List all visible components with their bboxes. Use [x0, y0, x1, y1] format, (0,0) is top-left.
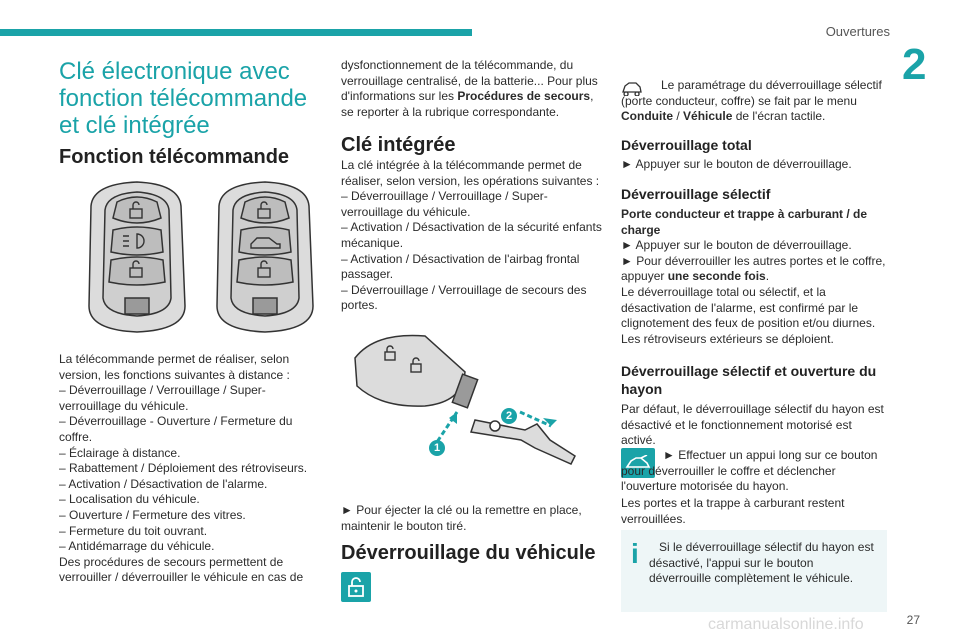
function-item: – Localisation du véhicule. — [59, 492, 200, 507]
callout-1: 1 — [429, 440, 445, 456]
function-item: – Déverrouillage - Ouverture / Fermeture du coffre. — [59, 414, 293, 444]
heading-deverrouillage-selectif: Déverrouillage sélectif — [621, 186, 771, 202]
mechanical-key-blade — [471, 420, 575, 464]
selectif-text — [621, 207, 887, 347]
selectif-step-1: ► Appuyer sur le bouton de déverrouillage. — [621, 238, 852, 253]
cle-item: – Déverrouillage / Verrouillage de secours des portes. — [341, 282, 587, 313]
function-item: – Fermeture du toit ouvrant. — [59, 523, 208, 538]
page-title: Clé électronique avec fonction télécommande et clé intégrée — [59, 58, 308, 139]
section-title: Ouvertures — [825, 24, 890, 39]
text-span: . — [765, 269, 770, 284]
text-span: , se reporter à la rubrique correspondante. — [341, 89, 594, 119]
porte-conducteur-label: Porte conducteur et trappe à carburant / de charge — [621, 207, 868, 237]
heading-fonction-telecommande: Fonction télécommande — [59, 146, 290, 168]
hayon-portes: Les portes et la trappe à carburant restent verrouillées. — [621, 496, 845, 526]
unlock-icon — [346, 576, 366, 598]
header-accent-bar — [0, 29, 472, 36]
hayon-instruction: ► Effectuer un appui long sur ce bouton pour déverrouiller le coffre et déclencher l'ouverture motorisée du hayon. — [621, 448, 878, 494]
menu-conduite: Conduite — [621, 109, 673, 124]
info-box — [621, 530, 887, 612]
text-span: Le paramétrage du déverrouillage sélectif (porte conducteur, coffre) se fait par le menu — [621, 78, 882, 108]
remote-key-left — [89, 182, 185, 332]
function-item: – Rabattement / Déploiement des rétroviseurs. — [59, 461, 308, 476]
link-procedures-secours: Procédures de secours — [457, 89, 591, 104]
text-span: ► Pour déverrouiller les autres portes et le coffre, appuyer — [621, 253, 886, 284]
telecommande-text — [59, 352, 321, 586]
secours-text: Des procédures de secours permettent de verrouiller / déverrouiller le véhicule en cas de — [59, 554, 304, 585]
info-text: Si le déverrouillage sélectif du hayon est désactivé, l'appui sur le bouton déverrouille complètement le véhicule. — [649, 540, 874, 586]
chapter-number: 2 — [902, 40, 927, 89]
heading-cle-integree: Clé intégrée — [341, 134, 456, 156]
function-item: – Éclairage à distance. — [59, 445, 181, 460]
arrow-head-icon — [449, 412, 457, 424]
cle-item: – Déverrouillage / Verrouillage / Super-verrouillage du véhicule. — [341, 189, 548, 219]
selectif-step-2 — [621, 254, 887, 285]
telecommande-intro: La télécommande permet de réaliser, selon version, les fonctions suivantes à distance : — [59, 352, 290, 382]
callout-2: 2 — [501, 408, 517, 424]
total-instruction: ► Appuyer sur le bouton de déverrouillage. — [621, 157, 852, 171]
heading-deverrouillage-total: Déverrouillage total — [621, 137, 752, 153]
function-item: – Déverrouillage / Verrouillage / Super-verrouillage du véhicule. — [59, 383, 266, 413]
hayon-default: Par défaut, le déverrouillage sélectif du hayon est désactivé et le fonctionnement motorisé est activé. — [621, 402, 884, 448]
unlock-badge — [341, 572, 371, 602]
cle-item: – Activation / Désactivation de l'airbag frontal passager. — [341, 251, 580, 282]
key-eject-illustration — [345, 328, 595, 478]
text-span: de l'écran tactile. — [732, 109, 826, 124]
watermark: carmanualsonline.info — [708, 616, 864, 633]
function-item: – Activation / Désactivation de l'alarme. — [59, 476, 268, 491]
text-bold: une seconde fois — [667, 269, 766, 284]
param-text — [621, 78, 887, 125]
function-item: – Antidémarrage du véhicule. — [59, 539, 215, 554]
secours-continuation — [341, 58, 605, 120]
remote-key-body — [355, 335, 465, 406]
function-item: – Ouverture / Fermeture des vitres. — [59, 507, 246, 522]
cle-integree-text — [341, 158, 605, 314]
heading-deverrouillage-vehicule: Déverrouillage du véhicule — [341, 542, 596, 564]
cle-intro: La clé intégrée à la télécommande permet de réaliser, selon version, les opérations suivantes : — [341, 158, 600, 188]
heading-selectif-hayon: Déverrouillage sélectif et ouverture du hayon — [621, 363, 877, 397]
remote-key-right — [217, 182, 313, 332]
eject-instruction: ► Pour éjecter la clé ou la remettre en place, maintenir le bouton tiré. — [341, 503, 582, 533]
text-span: dysfonctionnement de la télécommande, du verrouillage centralisé, de la batterie... Pour plus d'informations sur les — [341, 58, 598, 104]
text-span: / — [673, 109, 684, 124]
page-number: 27 — [906, 613, 920, 627]
info-icon: i — [631, 538, 639, 569]
menu-vehicule: Véhicule — [683, 109, 733, 124]
cle-item: – Activation / Désactivation de la sécurité enfants mécanique. — [341, 220, 602, 250]
remote-key-illustration — [79, 178, 319, 336]
selectif-confirmation: Le déverrouillage total ou sélectif, et la désactivation de l'alarme, est confirmé par le clignotement des feux de position et/ou diurnes. Les rétroviseurs extérieurs se déploient. — [621, 284, 876, 346]
